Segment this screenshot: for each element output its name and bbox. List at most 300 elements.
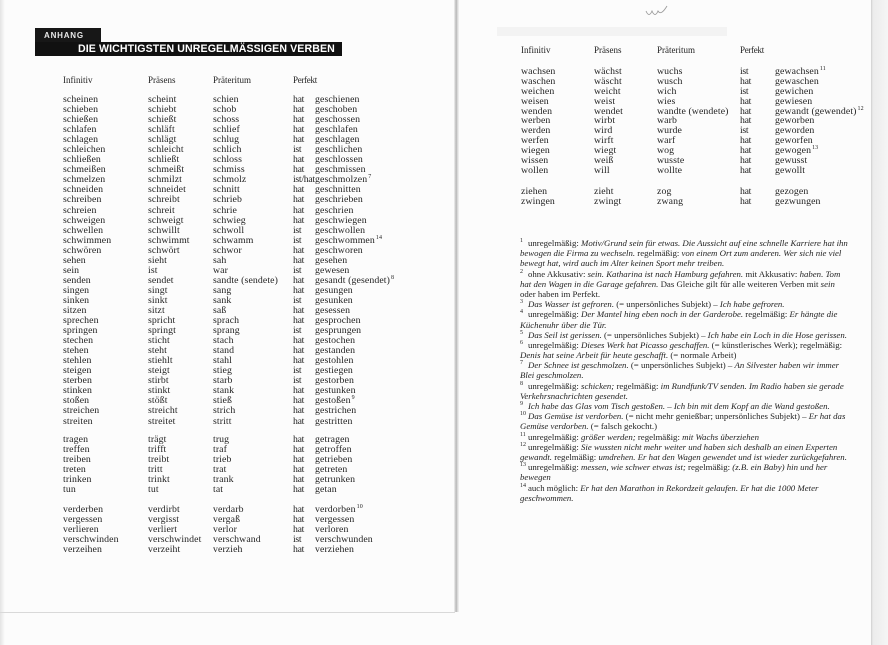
verb-row [0, 156, 888, 166]
verb-infinitive: vergessen [63, 514, 103, 526]
footnote-text: Ich habe das Glas vom Tisch gestoßen. – Ich bin mit dem Kopf an die Wand gestoßen. [528, 401, 830, 411]
verb-present: schwimmt [148, 234, 190, 246]
verb-preterite: wog [657, 145, 675, 157]
verb-infinitive: tun [63, 484, 76, 496]
verb-row [0, 77, 888, 87]
verb-infinitive: stechen [63, 335, 94, 347]
verb-present: schießt [148, 114, 177, 126]
verb-present: scheint [148, 94, 177, 105]
footnote-text: mit Wachs überziehen [682, 431, 759, 442]
verb-infinitive: senden [63, 274, 91, 286]
verb-present: schiebt [148, 104, 177, 116]
verb-auxiliary: ist [293, 534, 302, 546]
footnote-text: Sie wussten nicht mehr weiter und haben sich deshalb an einen Experten [581, 441, 838, 452]
verb-participle: gestorben [315, 375, 354, 387]
verb-auxiliary: hat [293, 484, 305, 496]
verb-participle: getan [315, 484, 337, 496]
verb-auxiliary: hat [293, 164, 305, 176]
verb-present: tut [148, 484, 159, 496]
verb-infinitive: singen [63, 284, 90, 296]
verb-present: wächst [594, 66, 622, 77]
verb-present: weiß [594, 155, 614, 167]
verb-preterite: stank [213, 385, 235, 397]
verb-preterite: wusch [657, 75, 683, 87]
verb-infinitive: werden [521, 125, 551, 137]
verb-infinitive: sehen [63, 254, 86, 266]
footnote-text: (= normale Arbeit) [670, 350, 737, 361]
verb-preterite: starb [213, 375, 233, 387]
verb-present: sieht [148, 254, 168, 266]
verb-preterite: verlor [213, 524, 237, 536]
footnote-text: (= nicht mehr genießbar; unpersönliches Subjekt) – [625, 411, 809, 422]
verb-row [0, 515, 888, 525]
footnote-number: 4 [520, 309, 523, 316]
verb-row [0, 184, 888, 197]
footnote-text: hat den Wagen in die Garage gefahren. [520, 278, 661, 289]
verb-preterite: wich [657, 85, 677, 97]
verb-auxiliary: hat [293, 524, 305, 536]
verb-infinitive: verschwinden [63, 534, 119, 546]
footnote-text: Denis hat seine Arbeit für heute geschafft. [520, 350, 671, 361]
verb-infinitive: schwören [63, 244, 102, 256]
footnote-text: regelmäßig: [637, 248, 682, 259]
verb-participle: gewogen [775, 145, 812, 157]
verb-auxiliary: hat [293, 464, 305, 476]
footnote [520, 299, 872, 309]
verb-participle-cell [775, 197, 821, 207]
verb-preterite: schrie [213, 204, 237, 216]
verb-participle: getrunken [315, 474, 356, 486]
verb-infinitive: ziehen [521, 186, 548, 197]
verb-auxiliary: hat [293, 504, 305, 515]
footnote-line [520, 279, 872, 289]
footnote-text: größer werden; [581, 431, 638, 442]
section-tab-label: ANHANG [44, 31, 84, 40]
verb-present: streitet [148, 415, 176, 427]
footnote-text: messen, wie schwer etwas ist; [581, 462, 689, 473]
footnote [520, 340, 872, 360]
footnote-text: (= unpersönliches Subjekt) – [604, 329, 708, 340]
verb-preterite: stahl [213, 355, 233, 367]
footnote-text: Küchenuhr über die Tür. [520, 319, 607, 330]
verb-preterite: schrieb [213, 194, 242, 206]
verb-auxiliary: ist [293, 224, 302, 236]
footnote-number: 12 [520, 441, 526, 448]
footnote [520, 330, 872, 340]
verb-infinitive: sterben [63, 375, 92, 387]
verb-auxiliary: hat [293, 335, 305, 347]
verb-participle: verschwunden [315, 534, 373, 546]
footnote-text: bewogen die Firma zu wechseln. [520, 248, 638, 259]
verb-auxiliary: hat [293, 194, 305, 206]
footnote-number: 13 [520, 462, 526, 469]
verb-participle: geschlossen [315, 154, 363, 166]
footnote-text: Gemüse verdorben. [520, 421, 591, 432]
verb-preterite: stand [213, 345, 235, 357]
verb-preterite: wusste [657, 155, 685, 167]
verb-preterite: stieß [213, 395, 233, 407]
verb-participle: geschnitten [315, 184, 361, 196]
verb-participle: gesprungen [315, 325, 362, 337]
verb-infinitive: wissen [521, 155, 549, 167]
footnote-number: 7 [520, 360, 523, 367]
footnote-number: 6 [520, 339, 523, 346]
verb-auxiliary: hat [293, 104, 305, 116]
verb-infinitive: verderben [63, 504, 104, 515]
footnote [520, 442, 872, 462]
verb-auxiliary: hat [293, 284, 305, 296]
footnote-text: An Silvester haben wir immer [734, 360, 840, 371]
verb-preterite: wurde [657, 125, 682, 137]
verb-auxiliary: hat [293, 355, 305, 367]
footnote-text: regelmäßig: [616, 380, 661, 391]
footnote-line [520, 238, 872, 248]
verb-auxiliary: hat [293, 254, 305, 266]
verb-present: sinkt [148, 294, 168, 306]
page-title: DIE WICHTIGSTEN UNREGELMÄSSIGEN VERBEN [78, 42, 335, 55]
verb-auxiliary: hat [740, 75, 752, 87]
verb-auxiliary: hat [293, 514, 305, 526]
verb-row [0, 87, 888, 97]
verb-present: springt [148, 325, 176, 337]
footnote-text: Das Gleiche gilt für alle weiteren Verben mit [660, 278, 821, 289]
footnote-line [520, 360, 872, 370]
footnote-text: von einem Ort zum anderen. Wer sich nie viel [681, 248, 842, 259]
footnote-text: Ich habe ein Loch in die Hose gerissen. [707, 329, 847, 340]
verb-row [0, 136, 888, 146]
verb-auxiliary: hat [293, 385, 305, 397]
verb-infinitive: stehen [63, 345, 89, 357]
verb-row [0, 67, 888, 77]
footnote-number: 9 [520, 401, 523, 407]
footnote-text: (= unpersönliches Subjekt) – [630, 360, 735, 371]
footnote-line [520, 391, 872, 401]
verb-preterite: sang [213, 284, 232, 296]
verb-infinitive: steigen [63, 365, 92, 377]
verb-infinitive: sitzen [63, 304, 87, 316]
verb-participle: geschworen [315, 244, 363, 256]
footnote-number: 3 [520, 299, 523, 306]
footnote-line [520, 381, 872, 391]
verb-participle: gesprochen [315, 315, 361, 327]
header-infinitive: Infinitiv [63, 75, 93, 85]
footnote-text: bewegt hat, wird auch im Alter keinen Sport mehr treiben. [520, 258, 725, 269]
footnote-ref: 13 [812, 145, 819, 152]
verb-infinitive: treiben [63, 454, 91, 466]
verb-preterite: schlich [213, 144, 242, 156]
verb-infinitive: waschen [521, 75, 556, 87]
header-preterite: Präteritum [213, 75, 251, 85]
header-infinitive: Infinitiv [521, 45, 551, 55]
footnote [520, 432, 872, 442]
verb-preterite: zog [657, 186, 672, 197]
verb-preterite: wollte [657, 164, 683, 176]
verb-participle: verziehen [315, 544, 354, 556]
verb-auxiliary: hat [740, 135, 752, 147]
footnote-text: auch möglich: [528, 482, 581, 493]
verb-present: verliert [148, 524, 178, 536]
verb-infinitive: werben [521, 115, 551, 127]
footnote-line [520, 432, 872, 442]
verb-infinitive: tragen [63, 434, 89, 445]
footnote-text: regelmäßig: [745, 309, 790, 320]
verb-auxiliary: hat [740, 145, 752, 157]
footnote-line [520, 258, 872, 268]
verb-participle: getragen [315, 434, 350, 445]
verb-infinitive: wachsen [521, 66, 556, 77]
verb-preterite: wandte (wendete) [657, 105, 729, 117]
verb-participle: gewandt (gewendet) [775, 105, 857, 117]
footnote-line [520, 269, 872, 279]
verb-present: treibt [148, 454, 170, 466]
footnote-line [520, 452, 872, 462]
verb-auxiliary: hat [740, 115, 752, 127]
verb-preterite: stritt [213, 415, 232, 427]
footnote-text: Das Seil ist gerissen. [528, 329, 604, 340]
verb-infinitive: schreien [63, 204, 97, 216]
verb-auxiliary: hat [293, 444, 305, 456]
footnote-line [520, 248, 872, 258]
verb-participle-cell [315, 545, 354, 555]
verb-participle: gestiegen [315, 365, 353, 377]
verb-infinitive: stehlen [63, 355, 92, 367]
verb-auxiliary: ist [740, 66, 749, 77]
footnote-number: 14 [520, 482, 526, 489]
verb-present: stößt [148, 395, 168, 407]
footnote-text: umdrehen. Er hat den Wagen gewendet und ist wieder zurückgefahren. [598, 451, 847, 462]
verb-row [0, 116, 888, 126]
verb-row [0, 146, 888, 156]
verb-auxiliary: ist [740, 125, 749, 137]
footnote-ref: 9 [351, 395, 355, 402]
verb-participle: gewusst [775, 155, 808, 167]
verb-auxiliary: hat [293, 454, 305, 466]
verb-participle: geworden [775, 125, 815, 137]
verb-participle: gestanden [315, 345, 356, 357]
footnote-text: Dieses Werk hat Picasso geschaffen. [581, 339, 712, 350]
header-present: Präsens [594, 45, 622, 55]
verb-infinitive: sein [63, 264, 80, 276]
verb-preterite: traf [213, 444, 227, 456]
verb-participle: geschienen [315, 94, 360, 105]
footnote-text: unregelmäßig: [528, 431, 582, 442]
verb-participle: geschlichen [315, 144, 363, 156]
verb-present: zwingt [594, 195, 622, 207]
verb-participle: gesandt (gesendet) [315, 274, 390, 286]
footnote-text: schicken; [581, 380, 617, 391]
footnote-line [520, 421, 872, 431]
verb-participle: gesunken [315, 294, 353, 306]
verb-present: zieht [594, 186, 614, 197]
verb-preterite: wies [657, 95, 676, 107]
verb-present: wird [594, 125, 613, 137]
verb-infinitive: wenden [521, 105, 553, 117]
verb-auxiliary: hat [293, 124, 305, 136]
footnote-text: unregelmäßig: [528, 462, 582, 473]
verb-auxiliary: hat [293, 434, 305, 445]
verb-infinitive: treten [63, 464, 86, 476]
verb-preterite: wuchs [657, 66, 683, 77]
footnote-text: unregelmäßig: [528, 380, 582, 391]
verb-participle: geschwiegen [315, 214, 367, 226]
verb-present: tritt [148, 464, 163, 476]
verb-preterite: sank [213, 294, 232, 306]
verb-preterite: strich [213, 405, 236, 417]
footnote-line [520, 472, 872, 482]
footnote-line [520, 299, 872, 309]
footnote-text: unregelmäßig: [528, 339, 582, 350]
footnote-text: unregelmäßig: [528, 238, 582, 248]
verb-present: schwört [148, 244, 180, 256]
verb-infinitive: schwellen [63, 224, 104, 236]
verb-auxiliary: hat [740, 164, 752, 176]
verb-auxiliary: hat [293, 114, 305, 126]
verb-infinitive: schieben [63, 104, 99, 116]
verb-auxiliary: hat [293, 544, 305, 556]
verb-infinitive: schleichen [63, 144, 106, 156]
verb-preterite: schlief [213, 124, 240, 136]
verb-preterite: sprang [213, 325, 240, 337]
verb-row [0, 525, 888, 535]
verb-auxiliary: hat [740, 105, 752, 117]
verb-present: schreit [148, 204, 175, 216]
verb-auxiliary: hat [293, 395, 305, 407]
footnote-line [520, 350, 872, 360]
footnote-text: sein. Katharina ist nach Hamburg gefahren. [587, 268, 746, 279]
verb-present: wirbt [594, 115, 616, 127]
verb-preterite: verzieh [213, 544, 243, 556]
footnote-ref: 10 [356, 504, 363, 510]
footnote-ref: 14 [375, 234, 383, 241]
verb-participle: geschossen [315, 114, 361, 126]
verb-present: trinkt [148, 474, 170, 486]
verb-group-w [0, 67, 888, 176]
verb-auxiliary: ist [293, 375, 302, 387]
verb-auxiliary: hat [293, 315, 305, 327]
verb-present: verdirbt [148, 504, 180, 515]
verb-row [0, 175, 888, 185]
footnote-number: 5 [520, 329, 523, 336]
verb-participle: gewichen [775, 85, 814, 97]
footnote-line [520, 401, 872, 411]
verb-infinitive: sinken [63, 294, 90, 306]
footnote-text: (z.B. ein Baby) hin und her [732, 462, 828, 473]
footnote-line [520, 442, 872, 452]
footnote-text: Der Schnee ist geschmolzen. [528, 360, 631, 371]
footnote-text: Er hat das [808, 411, 846, 422]
verb-preterite: sandte (sendete) [213, 274, 278, 286]
verb-auxiliary: ist [293, 294, 302, 306]
verb-participle-cell [315, 485, 337, 495]
verb-present: ist [148, 264, 158, 276]
footnote-text: Das Gemüse ist verdorben. [528, 411, 626, 422]
verb-preterite: schob [213, 104, 237, 116]
pen-mark [644, 4, 672, 20]
verb-auxiliary: hat [293, 204, 305, 216]
verb-preterite: verdarb [213, 504, 244, 515]
bleed-through-band [497, 27, 727, 36]
verb-present: wiegt [594, 145, 617, 157]
footnote [520, 401, 872, 411]
verb-group-v [0, 505, 888, 555]
verb-present: wirft [594, 135, 614, 147]
footnote-number: 10 [520, 411, 526, 418]
verb-preterite: schlug [213, 134, 240, 146]
footnote-text: sein [820, 278, 835, 289]
verb-infinitive: schlafen [63, 124, 97, 136]
verb-participle: verloren [315, 524, 349, 536]
verb-participle: gewiesen [775, 95, 813, 107]
verb-participle: gezogen [775, 186, 809, 197]
footnote-text: (= falsch gekocht.) [590, 421, 658, 432]
verb-row [0, 94, 888, 107]
verb-auxiliary: hat [293, 304, 305, 316]
verb-preterite: schloss [213, 154, 243, 166]
footnote-number: 2 [520, 268, 523, 275]
verb-infinitive: schlagen [63, 134, 99, 146]
footnote-text: gewandt. [520, 451, 555, 462]
verb-preterite: schwieg [213, 214, 246, 226]
verb-participle-cell [775, 166, 805, 176]
verb-auxiliary: hat [740, 186, 752, 197]
verb-present: weist [594, 95, 616, 107]
verb-participle: gesessen [315, 304, 351, 316]
verb-present: schreibt [148, 194, 180, 206]
verb-infinitive: schweigen [63, 214, 106, 226]
verb-present: singt [148, 284, 168, 296]
verb-present: trifft [148, 444, 167, 456]
verb-infinitive: wiegen [521, 145, 550, 157]
verb-preterite: schmiss [213, 164, 245, 176]
verb-present: will [594, 164, 610, 176]
verb-infinitive: springen [63, 325, 98, 337]
verb-present: spricht [148, 315, 176, 327]
verb-infinitive: schneiden [63, 184, 104, 196]
verb-infinitive: verlieren [63, 524, 99, 536]
verb-present: wendet [594, 105, 623, 117]
footnote-text: mit Akkusativ: [745, 268, 800, 279]
verb-auxiliary: ist [293, 325, 302, 337]
verb-preterite: trat [213, 464, 227, 476]
verb-auxiliary: hat [293, 345, 305, 357]
verb-participle: geschmissen [315, 164, 366, 176]
verb-row [0, 166, 888, 176]
footnote-text: Verkehrsnachrichten gesendet. [520, 390, 628, 401]
verb-preterite: vergaß [213, 514, 241, 526]
verb-infinitive: weisen [521, 95, 549, 107]
verb-preterite: sprach [213, 315, 240, 327]
footnote [520, 411, 872, 431]
verb-preterite: schwor [213, 244, 242, 256]
footnote-text: haben. Tom [799, 268, 841, 279]
verb-group-z [0, 184, 888, 207]
footnote-number: 1 [520, 238, 523, 244]
verb-auxiliary: ist [740, 85, 749, 97]
footnote-line [520, 483, 872, 493]
verb-infinitive: streiten [63, 415, 93, 427]
verb-infinitive: schmeißen [63, 164, 106, 176]
verb-preterite: warf [657, 135, 676, 147]
footnote-number: 11 [520, 431, 526, 438]
verb-participle-cell [315, 417, 352, 427]
verb-auxiliary: hat [740, 195, 752, 207]
verb-preterite: stieg [213, 365, 233, 377]
footnote [520, 269, 872, 300]
footnote-line [520, 330, 872, 340]
verb-participle: geschmolzen [315, 174, 368, 186]
verb-participle: gesehen [315, 254, 348, 266]
verb-auxiliary: ist [293, 234, 302, 246]
